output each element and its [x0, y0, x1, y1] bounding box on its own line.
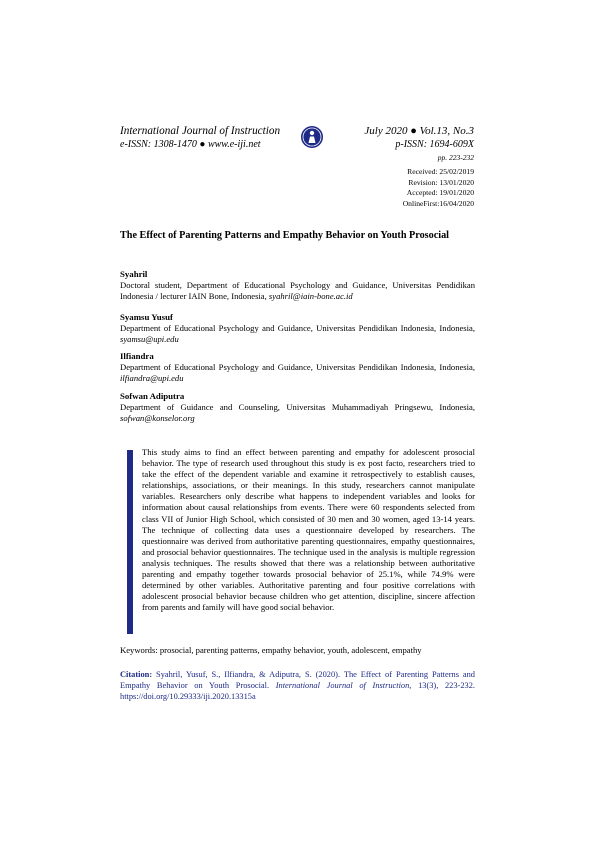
author-email[interactable]: ilfiandra@upi.edu: [120, 373, 184, 384]
page-range: pp. 223-232: [437, 153, 474, 162]
abstract-accent-bar: [127, 450, 133, 634]
citation-block: Citation: Syahril, Yusuf, S., Ilfiandra, & Adiputra, S. (2020). The Effect of Parenting Patterns and Empathy Behavior on Youth Prosocial. International Journal of Instruction, 13(3), 223-232. https://doi.org/10.29333/iji.2020.13315a: [120, 670, 475, 701]
author-block: [120, 269, 475, 302]
keywords: Keywords: prosocial, parenting patterns, empathy behavior, youth, adolescent, empathy: [120, 645, 422, 655]
author-name: Syahril: [120, 269, 148, 279]
journal-issn: e-ISSN: 1308-1470 ● www.e-iji.net: [120, 139, 261, 150]
abstract-text: This study aims to find an effect between parenting and empathy for adolescent prosocial behavior. The type of research used throughout this study is ex post facto, researchers tried to take the effect of the dependent variable and examine it retrospectively to establish causes, relationships, associations, or their meanings. In this study, researchers cannot manipulate variables. Researchers only describe what happens to independent variables and looks for information about causal relationships from events. There were 60 respondents selected from class VII of Junior High School, which consisted of 30 men and 30 women, aged 13-14 years. The technique of collecting data uses a questionnaire developed by researchers. The questionnaire was derived from authoritative parenting questionnaires, empathy questionnaires, and prosocial behavior questionnaires. The technique used in the analysis is multiple regression analysis techniques. The results showed that there was a relationship between authoritative parenting and empathy together towards prosocial behavior of 25.1%, while 74.9% were determined by other variables. Authoritative parenting and four positive correlations with adolescent prosocial behavior because children who get attention, discipline, sincere affection from parents and family will have good social behavior.: [142, 447, 475, 613]
accepted-date: Accepted: 19/01/2020: [406, 188, 474, 198]
author-email[interactable]: syamsu@upi.edu: [120, 334, 179, 345]
author-block: [120, 312, 475, 345]
author-block: [120, 391, 475, 424]
journal-logo-icon: [300, 124, 324, 152]
journal-p-issn: p-ISSN: 1694-609X: [395, 139, 474, 150]
author-affiliation: Department of Educational Psychology and Guidance, Universitas Pendidikan Indonesia, Indonesia, syamsu@upi.edu: [120, 323, 475, 345]
revision-date: Revision: 13/01/2020: [408, 177, 474, 187]
journal-name: International Journal of Instruction: [120, 125, 281, 137]
citation-label: Citation:: [120, 670, 153, 679]
author-name: Ilfiandra: [120, 351, 154, 361]
author-name: Sofwan Adiputra: [120, 391, 185, 401]
citation-doi[interactable]: , 13(3), 223-232. https://doi.org/10.29333/iji.2020.13315a: [120, 681, 475, 701]
citation-journal: International Journal of Instruction: [275, 681, 410, 690]
paper-title: The Effect of Parenting Patterns and Empathy Behavior on Youth Prosocial: [120, 230, 450, 241]
author-block: [120, 351, 475, 384]
author-affiliation: Department of Guidance and Counseling, Universitas Muhammadiyah Pringsewu, Indonesia, sofwan@konselor.org: [120, 402, 475, 424]
issue-date-volume: July 2020 ● Vol.13, No.3: [364, 125, 474, 137]
author-affiliation: Department of Educational Psychology and Guidance, Universitas Pendidikan Indonesia, Indonesia, ilfiandra@upi.edu: [120, 362, 475, 384]
author-name: Syamsu Yusuf: [120, 312, 173, 322]
online-first-date: OnlineFirst:16/04/2020: [402, 198, 474, 208]
author-email[interactable]: sofwan@konselor.org: [120, 413, 195, 424]
author-email[interactable]: syahril@iain-bone.ac.id: [268, 291, 353, 302]
author-affiliation: Doctoral student, Department of Educational Psychology and Guidance, Universitas Pendidikan Indonesia / lecturer IAIN Bone, Indonesia, syahril@iain-bone.ac.id: [120, 280, 475, 302]
received-date: Received: 25/02/2019: [407, 167, 474, 176]
article-dates: [403, 167, 474, 209]
